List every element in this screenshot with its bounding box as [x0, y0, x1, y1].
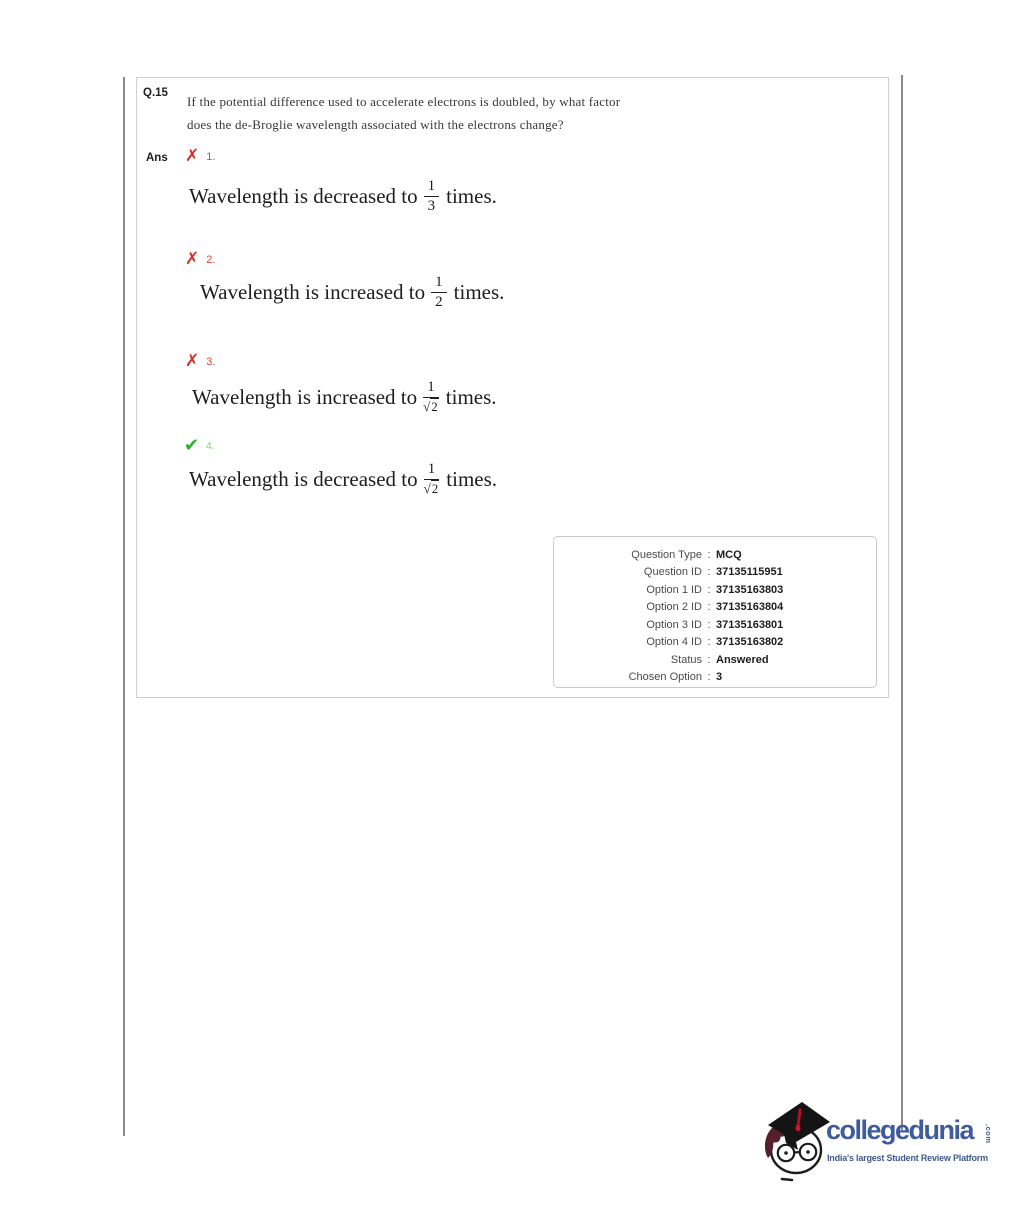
- detail-row-question-type: Question Type : MCQ: [631, 548, 742, 561]
- option-1-suffix: times.: [446, 184, 497, 209]
- option-4-text[interactable]: [189, 461, 497, 499]
- answer-label: Ans: [146, 152, 168, 164]
- option-4-marker: [184, 437, 214, 455]
- radical-sign: √: [423, 481, 431, 497]
- right-page-rule: [901, 75, 903, 1130]
- option-1-marker: [185, 148, 215, 165]
- question-text-line2: does the de-Broglie wavelength associated with the electrons change?: [187, 117, 564, 132]
- detail-row-status: Status : Answered: [670, 653, 769, 666]
- fraction-one-half: $\frac{1}{2}$: [431, 274, 447, 312]
- brand-domain-suffix: .com: [984, 1124, 993, 1144]
- detail-row-question-id: Question ID : 37135115951: [643, 566, 783, 579]
- detail-row-chosen-option: Chosen Option : 3: [628, 671, 723, 684]
- mascot-icon: [760, 1098, 832, 1183]
- detail-row-option-3-id: Option 3 ID : 37135163801: [646, 618, 784, 631]
- fraction-one-over-sqrt2: $\frac{1}{√2}$: [423, 461, 439, 497]
- question-text-line1: If the potential difference used to accelerate electrons is doubled, by what factor: [187, 94, 621, 109]
- correct-check-icon: ✔: [184, 435, 200, 456]
- left-page-rule: [123, 77, 125, 1136]
- question-card: [136, 77, 889, 698]
- question-details-panel: [553, 536, 877, 688]
- option-4-suffix: times.: [446, 467, 498, 492]
- option-4-number: 4.: [206, 440, 215, 452]
- collegedunia-logo[interactable]: [760, 1098, 1020, 1183]
- radical-sign: √: [423, 399, 431, 415]
- option-2-prefix: Wavelength is increased to: [200, 280, 426, 305]
- detail-row-option-1-id: Option 1 ID : 37135163803: [646, 583, 784, 596]
- incorrect-cross-icon: ✗: [185, 146, 200, 166]
- option-2-suffix: times.: [453, 280, 505, 305]
- option-3-prefix: Wavelength is increased to: [192, 385, 418, 410]
- fraction-one-third: $\frac{1}{3}$: [424, 178, 440, 216]
- brand-wordmark: collegedunia: [826, 1115, 974, 1145]
- option-1-number: 1.: [206, 150, 216, 163]
- option-3-number: 3.: [206, 355, 216, 368]
- option-1-prefix: Wavelength is decreased to: [189, 184, 418, 209]
- detail-row-option-4-id: Option 4 ID : 37135163802: [646, 636, 784, 649]
- incorrect-cross-icon: ✗: [185, 351, 200, 371]
- brand-tagline: India's largest Student Review Platform: [827, 1153, 988, 1163]
- option-3-text[interactable]: [192, 379, 497, 417]
- option-2-text[interactable]: [200, 274, 504, 312]
- question-number: Q.15: [143, 87, 168, 99]
- fraction-one-over-sqrt2: $\frac{1}{√2}$: [423, 379, 438, 415]
- option-1-text[interactable]: [189, 178, 497, 216]
- detail-row-option-2-id: Option 2 ID : 37135163804: [646, 601, 784, 614]
- option-3-marker: [185, 353, 215, 370]
- option-2-number: 2.: [206, 253, 216, 266]
- option-2-marker: [185, 251, 215, 268]
- option-4-prefix: Wavelength is decreased to: [189, 467, 418, 492]
- incorrect-cross-icon: ✗: [185, 249, 200, 269]
- option-3-suffix: times.: [445, 385, 497, 410]
